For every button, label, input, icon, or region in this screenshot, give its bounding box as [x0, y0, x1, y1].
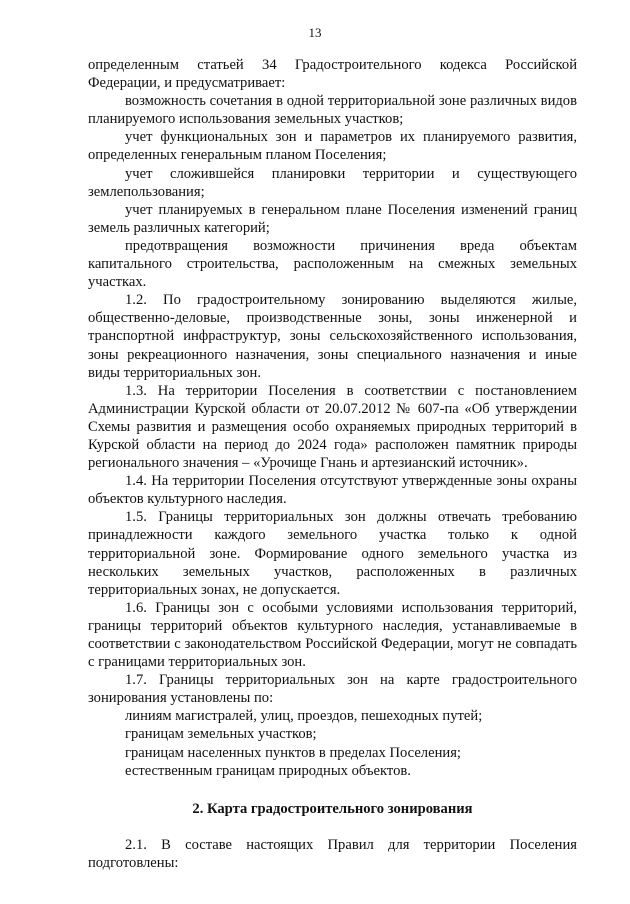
list-item: учет функциональных зон и параметров их планируемого развития, определенных генеральным планом Поселения;: [88, 129, 577, 164]
paragraph: 1.3. На территории Поселения в соответствии с постановлением Администрации Курской области от 20.07.2012 № 607-па «Об утверждении Схемы развития и размещения особо охраняемых природных территорий в Курской области на период до 2024 года» расположен памятник природы регионального значения – «Урочище Гнань и артезианский источник».: [88, 382, 577, 472]
section-heading: 2. Карта градостроительного зонирования: [192, 800, 473, 817]
paragraph: 1.6. Границы зон с особыми условиями использования территорий, границы территорий объектов культурного наследия, устанавливаемые в соответствии с законодательством Российской Федерации, могут не совпадать с границами территориальных зон.: [88, 599, 577, 671]
paragraph: 1.7. Границы территориальных зон на карте градостроительного зонирования установлены по:: [88, 672, 577, 707]
page-number: 13: [308, 25, 322, 40]
paragraph: 1.5. Границы территориальных зон должны отвечать требованию принадлежности каждого земельного участка только к одной территориальной зоне. Формирование одного земельного участка из нескольких земельных участков, расположенных в различных территориальных зонах, не допускается.: [88, 509, 577, 598]
list-item: линиям магистралей, улиц, проездов, пешеходных путей;: [125, 708, 483, 725]
paragraph: 2.1. В составе настоящих Правил для территории Поселения подготовлены:: [88, 836, 577, 871]
list-item: учет планируемых в генеральном плане Поселения изменений границ земель различных категорий;: [88, 201, 577, 236]
paragraph: 1.2. По градостроительному зонированию выделяются жилые, общественно-деловые, производственные зоны, зоны инженерной и транспортной инфраструктур, зоны сельскохозяйственного использования, зоны рекреационного назначения, зоны специального назначения и иные виды территориальных зон.: [88, 292, 577, 381]
paragraph: 1.4. На территории Поселения отсутствуют утвержденные зоны охраны объектов культурного наследия.: [88, 473, 577, 508]
list-item: естественным границам природных объектов.: [125, 762, 411, 779]
list-item: возможность сочетания в одной территориальной зоне различных видов планируемого использования земельных участков;: [88, 93, 577, 128]
paragraph: определенным статьей 34 Градостроительного кодекса Российской Федерации, и предусматривает:: [88, 57, 577, 92]
list-item: границам земельных участков;: [125, 726, 317, 743]
document-body: [88, 56, 577, 872]
list-item: границам населенных пунктов в пределах Поселения;: [125, 744, 461, 761]
list-item: предотвращения возможности причинения вреда объектам капитального строительства, расположенным на смежных земельных участках.: [88, 237, 577, 291]
list-item: учет сложившейся планировки территории и существующего землепользования;: [88, 165, 577, 200]
